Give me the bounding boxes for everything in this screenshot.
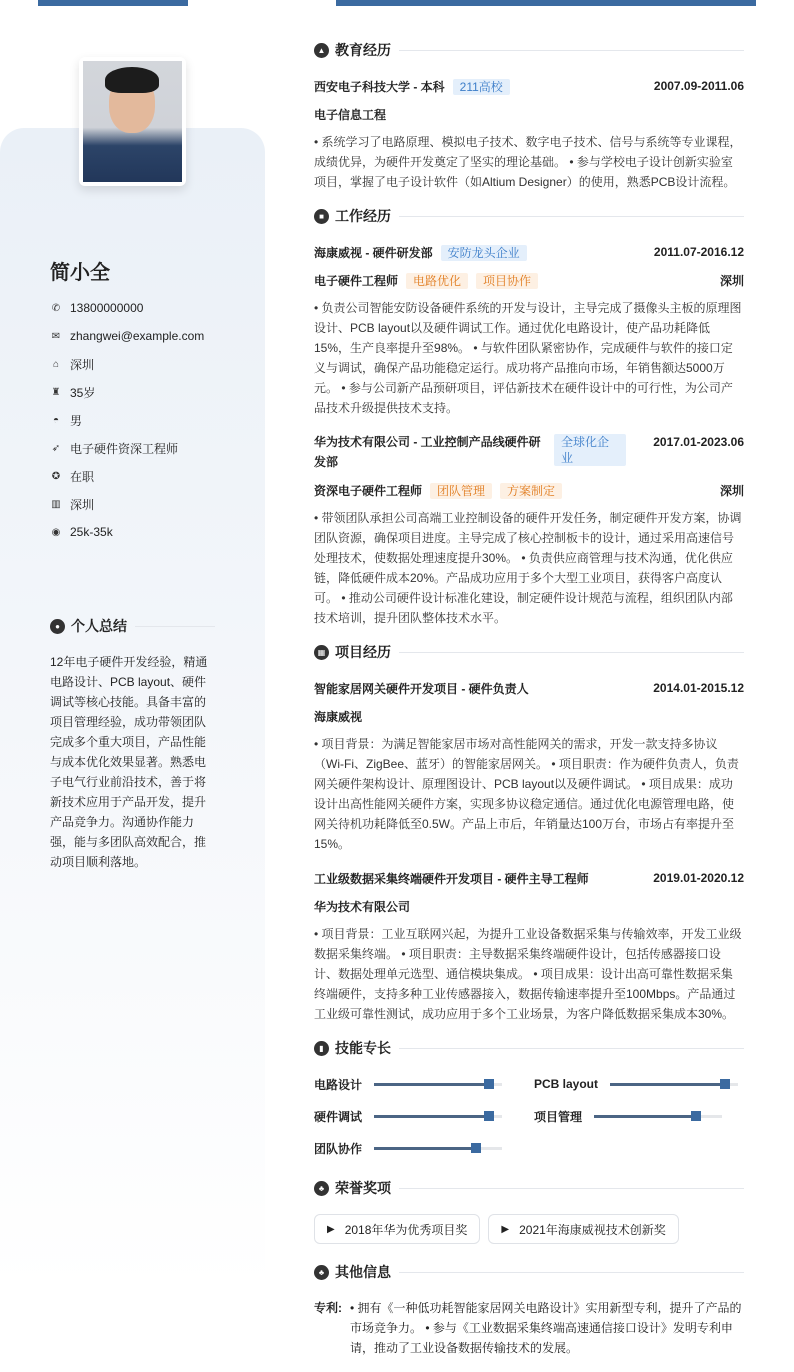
info-status <box>50 462 204 490</box>
info-location <box>50 350 204 378</box>
top-accent-bar-left <box>38 0 188 6</box>
project-row <box>314 678 744 698</box>
work-company-row <box>314 242 744 262</box>
play-icon: ▶ <box>327 1223 335 1235</box>
grid-icon: ▦ <box>314 645 329 660</box>
skill-item <box>314 1106 534 1126</box>
skill-thumb <box>484 1079 494 1089</box>
award-item <box>314 1214 480 1244</box>
divider <box>399 216 744 217</box>
divider <box>399 1048 744 1049</box>
education-desc: • 系统学习了电路原理、模拟电子技术、数字电子技术、信号与系统等专业课程，成绩优异，为硬件开发奠定了坚实的理论基础。 • 参与学校电子设计创新实验室项目，掌握了电子设计软件（如Altium Designer）的使用，熟悉PCB设计流程。 <box>314 135 742 189</box>
work-date: 2017.01-2023.06 <box>653 435 744 449</box>
candidate-name: 简小全 <box>50 262 110 284</box>
info-phone <box>50 294 204 322</box>
skill-item <box>314 1138 534 1158</box>
info-age <box>50 378 204 406</box>
skill-fill <box>374 1083 489 1086</box>
work-heading <box>314 206 744 226</box>
education-row <box>314 76 744 96</box>
info-gender <box>50 406 204 434</box>
skill-fill <box>610 1083 725 1086</box>
skill-name: 电路设计 <box>314 1077 363 1092</box>
skill-slider <box>594 1115 722 1118</box>
skill-fill <box>374 1147 476 1150</box>
send-icon: ➶ <box>51 442 61 454</box>
role: 资深电子硬件工程师 <box>314 483 423 498</box>
work-date: 2011.07-2016.12 <box>653 245 744 259</box>
skill-thumb <box>720 1079 730 1089</box>
major: 电子信息工程 <box>314 107 387 122</box>
info-salary <box>50 518 204 546</box>
main-content <box>314 40 744 1358</box>
play-icon: ▶ <box>501 1223 510 1235</box>
projects-heading <box>314 642 744 662</box>
project-name: 工业级数据采集终端硬件开发项目 - 硬件主导工程师 <box>314 871 589 886</box>
major-row <box>314 104 744 124</box>
skills-heading <box>314 1038 744 1058</box>
skill-item <box>534 1074 744 1094</box>
salary-icon: ◉ <box>51 526 61 538</box>
mail-icon: ✉ <box>51 330 61 342</box>
age-text: 35岁 <box>70 385 96 400</box>
patent-row <box>314 1298 744 1358</box>
project-org: 海康威视 <box>314 709 363 724</box>
skill-slider <box>610 1083 738 1086</box>
company: 华为技术有限公司 - 工业控制产品线硬件研发部 <box>314 435 541 469</box>
project-date: 2019.01-2020.12 <box>653 871 744 885</box>
top-accent-bar-right <box>336 0 756 6</box>
divider <box>399 652 744 653</box>
award-text: 2021年海康威视技术创新奖 <box>519 1222 666 1237</box>
awards-heading <box>314 1178 744 1198</box>
project-row <box>314 868 744 888</box>
company-tag: 全球化企业 <box>554 434 626 466</box>
home-icon: ⌂ <box>52 358 60 370</box>
cake-icon: ♜ <box>51 386 61 398</box>
skill-slider <box>374 1115 502 1118</box>
skill-fill <box>374 1115 489 1118</box>
education-title: 教育经历 <box>335 42 391 58</box>
awards-list <box>314 1214 744 1244</box>
avatar-photo <box>79 57 186 186</box>
briefcase-icon: ■ <box>314 209 329 224</box>
other-heading <box>314 1262 744 1282</box>
education-heading <box>314 40 744 60</box>
info-target-city <box>50 490 204 518</box>
projects-title: 项目经历 <box>335 644 391 660</box>
summary-title: 个人总结 <box>71 618 127 634</box>
status-text: 在职 <box>70 469 95 484</box>
user-icon: ● <box>50 619 65 634</box>
skill-item <box>534 1106 744 1126</box>
skill-thumb <box>484 1111 494 1121</box>
divider <box>399 50 744 51</box>
role-tag: 方案制定 <box>500 483 562 499</box>
title-text: 电子硬件资深工程师 <box>70 441 179 456</box>
work-role-row <box>314 270 744 290</box>
work-desc: • 负责公司智能安防设备硬件系统的开发与设计，主导完成了摄像头主板的原理图设计、PCB layout以及硬件调试工作。通过优化电路设计，使产品功耗降低15%，生产良率提升至98%。 • 与软件团队紧密协作，完成硬件与软件的接口定义与调试，确保产品功能稳定运行。成功将产品推向市场，年销售额达5000万元。 • 参与公司新产品预研项目，评估新技术在硬件设计中的可行性，为公司产品技术升级提供技术支持。 <box>314 301 742 415</box>
info-email <box>50 322 204 350</box>
award-text: 2018年华为优秀项目奖 <box>344 1222 468 1237</box>
divider <box>135 626 215 627</box>
divider <box>399 1188 744 1189</box>
project-org-row <box>314 896 744 916</box>
location-text: 深圳 <box>70 357 95 372</box>
company: 海康威视 - 硬件研发部 <box>314 245 433 260</box>
school-tag: 211高校 <box>453 79 510 95</box>
bar-chart-icon: ▮ <box>314 1041 329 1056</box>
email-text: zhangwei@example.com <box>70 329 205 343</box>
status-icon: ✪ <box>51 470 61 482</box>
work-role-row <box>314 480 744 500</box>
skill-fill <box>594 1115 696 1118</box>
role-tag: 团队管理 <box>430 483 492 499</box>
skill-name: 硬件调试 <box>314 1109 363 1124</box>
project-name: 智能家居网关硬件开发项目 - 硬件负责人 <box>314 681 529 696</box>
patent-label: 专利: <box>314 1301 342 1315</box>
project-date: 2014.01-2015.12 <box>653 681 744 695</box>
info-title <box>50 434 204 462</box>
patent-text: • 拥有《一种低功耗智能家居网关电路设计》实用新型专利，提升了产品的市场竞争力。 • 参与《工业数据采集终端高速通信接口设计》发明专利申请，推动了工业设备数据传输技术的发展。 <box>350 1301 742 1355</box>
project-desc: • 项目背景：为满足智能家居市场对高性能网关的需求，开发一款支持多协议（Wi-Fi、ZigBee、蓝牙）的智能家居网关。 • 项目职责：作为硬件负责人，负责网关硬件架构设计、原理图设计、PCB layout以及硬件调试。 • 项目成果：成功设计出高性能网关硬件方案，实现多协议稳定通信。通过优化电源管理电路，使网关待机功耗降低至0.5W。产品上市后，年销量达100万台，市场占有率提升至15%。 <box>314 737 739 851</box>
company-tag: 安防龙头企业 <box>441 245 527 261</box>
salary-text: 25k-35k <box>70 525 113 539</box>
project-desc: • 项目背景：工业互联网兴起，为提升工业设备数据采集与传输效率，开发工业级数据采集终端。 • 项目职责：主导数据采集终端硬件设计，包括传感器接口设计、数据处理单元选型、通信模块集成。 • 项目成果：设计出高可靠性数据采集终端硬件，支持多种工业传感器接入，数据传输速率提升至100Mbps。产品通过工业级可靠性测试，成功应用于多个工业场景，为客户降低数据采集成本30%。 <box>314 927 742 1021</box>
work-city: 深圳 <box>719 483 744 498</box>
role-tag: 电路优化 <box>406 273 468 289</box>
graduation-cap-icon: ▲ <box>314 43 329 58</box>
other-title: 其他信息 <box>335 1264 391 1280</box>
skill-slider <box>374 1083 502 1086</box>
role-tag: 项目协作 <box>476 273 538 289</box>
project-org: 华为技术有限公司 <box>314 899 411 914</box>
gender-text: 男 <box>70 413 83 428</box>
role: 电子硬件工程师 <box>314 273 399 288</box>
skill-slider <box>374 1147 502 1150</box>
gender-icon: ◓ <box>52 414 60 426</box>
skills-grid <box>314 1074 744 1158</box>
education-date: 2007.09-2011.06 <box>653 79 744 93</box>
info-icon: ♣ <box>314 1265 329 1280</box>
divider <box>399 1272 744 1273</box>
work-desc: • 带领团队承担公司高端工业控制设备的硬件开发任务，制定硬件开发方案，协调团队资源，确保项目进度。主导完成了核心控制板卡的设计，通过采用高速信号处理技术，使数据处理速度提升30%。 • 负责供应商管理与技术沟通，优化供应链，降低硬件成本20%。产品成功应用于多个大型工业项目，获得客户高度认可。 • 推动公司硬件设计标准化建设，制定硬件设计规范与流程，组织团队内部技术培训，提升团队整体技术水平。 <box>314 511 742 625</box>
school: 西安电子科技大学 - 本科 <box>314 79 445 94</box>
target-city-text: 深圳 <box>70 497 95 512</box>
contact-info <box>50 294 204 546</box>
award-item <box>488 1214 678 1244</box>
trophy-icon: ♣ <box>314 1181 329 1196</box>
work-city: 深圳 <box>719 273 744 288</box>
skill-name: PCB layout <box>534 1077 599 1091</box>
skill-name: 项目管理 <box>534 1109 583 1124</box>
phone-icon: ✆ <box>51 302 61 314</box>
building-icon: ▥ <box>51 498 61 510</box>
awards-title: 荣誉奖项 <box>335 1180 391 1196</box>
summary-text: 12年电子硬件开发经验，精通电路设计、PCB layout、硬件调试等核心技能。具备丰富的项目管理经验，成功带领团队完成多个重大项目，产品性能与成本优化效果显著。熟悉电子电气行业前沿技术，善于将新技术应用于产品开发，提升产品竞争力。沟通协作能力强，能与多团队高效配合，推动项目顺利落地。 <box>50 655 208 869</box>
skill-thumb <box>471 1143 481 1153</box>
skill-thumb <box>691 1111 701 1121</box>
skill-item <box>314 1074 534 1094</box>
work-company-row <box>314 432 744 472</box>
work-title: 工作经历 <box>335 208 391 224</box>
project-org-row <box>314 706 744 726</box>
summary-heading <box>50 616 215 636</box>
phone-text: 13800000000 <box>70 301 144 315</box>
skill-name: 团队协作 <box>314 1141 363 1156</box>
skills-title: 技能专长 <box>335 1040 391 1056</box>
